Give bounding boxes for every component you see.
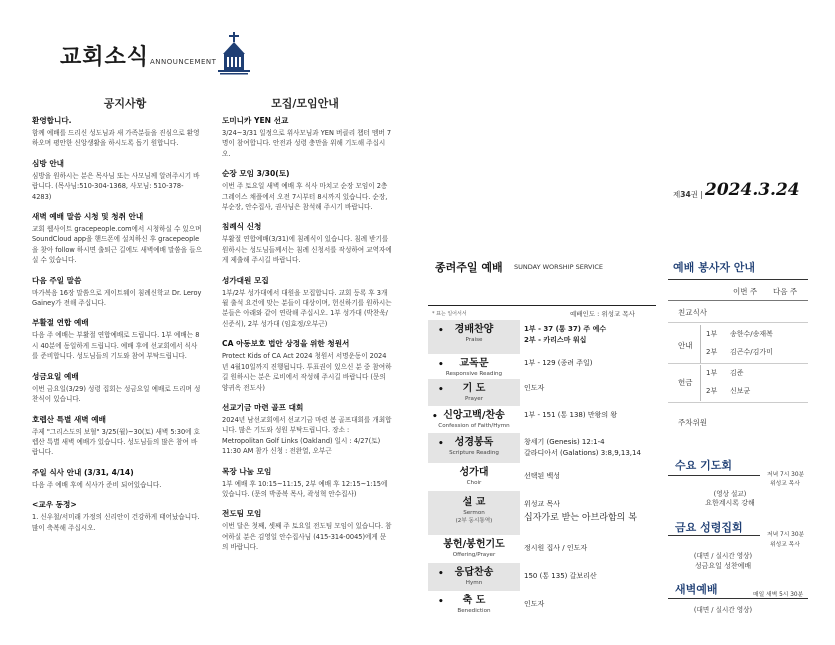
worship-content — [524, 491, 637, 523]
meeting-text: 요한계시록 강해 — [705, 499, 755, 507]
worship-row — [428, 379, 656, 406]
worship-line: 갈라디아서 (Galations) 3:8,9,13,14 — [524, 448, 641, 457]
notice-body: 이번 금요일(3/29) 성령 집회는 성금요일 예배로 드리며 성찬식이 있습니다. — [32, 384, 201, 404]
volume-prefix: 제 — [673, 190, 681, 199]
notice-item — [32, 275, 202, 309]
recruit-body: 1부/2부 성가대에서 대원을 모집합니다. 교회 등록 후 3개월 출석 요건에 맞는 분들이 대상이며, 헌신하기를 원하시는 분들은 아래와 같이 연락해 주십시오. 1부 성가대 (박찬욱/신준식), 2부 성가대 (임효정/오부근) — [222, 288, 392, 328]
notice-body: 1. 신우철/서미래 가정의 신리안이 건강하게 태어났습니다. 많이 축복해 주십시오. — [32, 513, 200, 532]
recruit-body: Protect Kids of CA Act 2024 청원서 서명운동이 2024년 4월10일까지 진행됩니다. 투표권이 있으신 분 중 참여하길 원하시는 분은 로비에서 작성해 주시길 바랍니다 (문의 양귀옥 전도사) — [222, 352, 392, 392]
notice-item — [32, 371, 202, 405]
worship-row — [428, 563, 656, 591]
service-offering-1-name: 김준 — [730, 369, 744, 377]
recruit-item — [222, 466, 392, 500]
notice-body: 함께 예배를 드리신 성도님과 새 가족분들을 진심으로 환영하오며 평안한 신앙생활을 하시도록 돕기 원합니다. — [32, 129, 200, 148]
sermon-title: 십자가로 받는 아브라함의 복 — [524, 512, 637, 523]
worship-row — [428, 491, 656, 535]
notice-item — [32, 414, 202, 458]
worship-content — [524, 563, 597, 582]
worship-row — [428, 406, 656, 433]
worship-label-ko: 설 교 — [462, 497, 486, 508]
notice-title: 다음 주일 말씀 — [32, 275, 82, 285]
notice-body: 다음 주 예배는 부활절 연합예배로 드립니다. 1부 예배는 8시 40분에 동일하게 드립니다. 예배 후에 선교회에서 식사를 준비합니다. 성도님들의 기도와 참여 부탁드립니다. — [32, 331, 200, 361]
service-usher-1: 1부 — [706, 330, 718, 338]
recruit-title: 성가대원 모집 — [222, 275, 269, 285]
worship-label-en: Praise — [465, 337, 483, 343]
worship-line: 창세기 (Genesis) 12:1-4 — [524, 438, 605, 446]
worship-content — [524, 591, 544, 610]
meeting-title: 새벽예배 — [675, 583, 718, 596]
recruit-heading: 모집/모임안내 — [271, 97, 339, 110]
service-col-separator — [700, 365, 701, 401]
recruit-item — [222, 168, 392, 212]
meeting-text: (영상 설교) — [713, 490, 747, 498]
meeting-text: (대면 / 실시간 영상) — [693, 606, 753, 614]
worship-line: 인도자 — [524, 600, 545, 608]
worship-content — [524, 379, 544, 394]
worship-line: 선택된 백성 — [524, 472, 561, 480]
worship-label — [428, 406, 520, 433]
recruit-title: 순장 모임 3/30(토) — [222, 169, 290, 179]
service-usher: 안내 — [678, 341, 693, 350]
meeting-time: 매일 새벽 5시 30분 — [753, 592, 804, 598]
worship-label-ko: 응답찬송 — [454, 567, 494, 578]
worship-content — [524, 354, 593, 369]
notice-title: 심방 안내 — [32, 158, 64, 168]
worship-line: 1부 - 151 (통 138) 만왕의 왕 — [524, 411, 618, 419]
worship-content — [524, 433, 641, 458]
service-row-divider — [668, 322, 808, 323]
worship-title: 종려주일 예배 — [435, 261, 503, 274]
service-col-separator — [700, 325, 701, 363]
worship-note: * 표는 일어서서 — [432, 311, 467, 317]
worship-label-ko: 축 도 — [462, 595, 486, 606]
worship-label — [428, 491, 520, 535]
recruit-title: 목장 나눔 모임 — [222, 466, 272, 476]
notice-body: 마가복음 16장 말씀으로 게이트웨이 침례신학교 Dr. Leroy Gainey가 전해 주십니다. — [32, 288, 202, 308]
meeting-leader: 위성교 목사 — [770, 481, 800, 487]
worship-row — [428, 320, 656, 354]
standing-mark: • — [432, 412, 438, 422]
page-title: 교회소식 — [60, 45, 150, 70]
worship-label-ko: 경배찬양 — [454, 324, 494, 335]
worship-label-ko: 봉헌/봉헌기도 — [443, 539, 505, 550]
worship-label-en: Confession of Faith/Hymn — [438, 423, 510, 429]
worship-label-ko: 신앙고백/찬송 — [443, 410, 505, 421]
service-offering: 헌금 — [678, 378, 693, 387]
worship-line: 1부 - 37 (통 37) 주 예수 — [524, 325, 607, 333]
worship-line: 150 (통 135) 갈보리산 — [524, 572, 597, 580]
standing-mark: • — [438, 439, 444, 449]
church-icon — [218, 32, 250, 76]
recruit-list — [222, 115, 392, 562]
recruit-body: 1부 예배 후 10:15~11:15, 2부 예배 후 12:15~1:15에 있습니다. (문의 박종복 목사, 곽성혁 안수집사) — [222, 479, 388, 498]
worship-title-en: SUNDAY WORSHIP SERVICE — [514, 263, 603, 271]
worship-content — [524, 406, 617, 421]
volume-label — [673, 189, 703, 200]
worship-line: 위성교 목사 — [524, 500, 561, 508]
worship-line: 정시원 집사 / 인도자 — [524, 544, 588, 552]
notice-body: 교회 웹사이트 gracepeople.com에서 시청하실 수 있으며 SoundCloud app을 핸드폰에 설치하신 후 gracepeople을 찾아 follow 하시면 출퇴근 길에도 새벽예배 말씀을 들으실 수 있습니다. — [32, 225, 202, 265]
meeting-leader: 위성교 목사 — [770, 542, 800, 548]
worship-label-ko: 성가대 — [459, 467, 489, 478]
service-offering-2: 2부 — [706, 387, 718, 395]
service-parking: 주차위원 — [678, 418, 707, 427]
worship-label-en: Scripture Reading — [449, 450, 499, 456]
notice-title: 부활절 연합 예배 — [32, 318, 89, 328]
notice-title: 성금요일 예배 — [32, 371, 79, 381]
page-subtitle: ANNOUNCEMENT — [150, 58, 217, 66]
service-header-divider — [668, 300, 808, 301]
worship-label-ko: 성경봉독 — [454, 437, 494, 448]
recruit-item — [222, 508, 392, 552]
worship-line: 인도자 — [524, 384, 545, 392]
service-row-divider — [668, 363, 808, 364]
volume-number: 34 — [680, 190, 691, 199]
notice-item — [32, 499, 202, 533]
notice-title: 환영합니다. — [32, 116, 72, 125]
service-col-next: 다음 주 — [773, 287, 798, 296]
service-usher-2: 2부 — [706, 348, 718, 356]
standing-mark: • — [438, 360, 444, 370]
meeting-time: 저녁 7시 30분 — [767, 532, 805, 538]
recruit-title: 전도팀 모임 — [222, 509, 262, 519]
worship-label-en: Hymn — [465, 580, 483, 586]
service-fellowship: 친교식사 — [678, 308, 707, 317]
service-usher-1-name: 송한수/송재복 — [730, 330, 773, 338]
recruit-item — [222, 275, 392, 330]
notices-heading: 공지사항 — [103, 97, 147, 110]
worship-content — [524, 463, 560, 482]
notice-title: 주일 식사 안내 (3/31, 4/14) — [32, 467, 134, 477]
meeting-text: (대면 / 실시간 영상) — [693, 552, 753, 560]
service-title: 예배 봉사자 안내 — [673, 261, 756, 274]
worship-label-en: Sermon — [463, 510, 485, 516]
worship-row — [428, 535, 656, 563]
meeting-divider — [668, 535, 760, 536]
meeting-title: 금요 성령집회 — [675, 521, 743, 534]
meeting-divider — [668, 475, 760, 476]
notice-item — [32, 115, 202, 149]
worship-label-en: Benediction — [457, 608, 491, 614]
meeting-time: 저녁 7시 30분 — [767, 472, 805, 478]
worship-line: 2부 - 카리스마 워십 — [524, 335, 587, 344]
worship-label — [428, 463, 520, 491]
meeting-title: 수요 기도회 — [675, 459, 732, 472]
meeting-divider — [668, 598, 808, 599]
recruit-body: 이번 달은 첫째, 셋째 주 토요일 전도팀 모임이 있습니다. 참여하실 분은 김영일 안수집사님 (415-314-0045)에게 문의 바랍니다. — [222, 522, 392, 552]
recruit-body: 이번 주 토요일 새벽 예배 후 식사 마치고 순장 모임이 2층 그레이스 채플에서 오전 7시부터 8시까지 있습니다. 순장, 부순장, 안수집사, 권사님은 참석해 주시기 바랍니다. — [222, 182, 388, 212]
worship-content — [524, 535, 587, 554]
worship-label-en: Responsive Reading — [445, 371, 503, 377]
service-col-this: 이번 주 — [733, 287, 758, 296]
notice-body: 심방을 원하시는 분은 목사님 또는 사모님께 알려주시기 바랍니다. (목사님:510-304-1368, 사모님: 510-378-4283) — [32, 171, 200, 201]
service-usher-2-name: 김곤수/김가미 — [730, 348, 773, 356]
issue-date: 2024.3.24 — [705, 180, 800, 200]
recruit-title: 침례식 신청 — [222, 222, 262, 232]
recruit-item — [222, 338, 392, 393]
worship-row — [428, 433, 656, 463]
worship-label-en: Offering/Prayer — [452, 552, 496, 558]
standing-mark: • — [438, 385, 444, 395]
meeting-text: 성금요일 성찬예배 — [694, 562, 752, 570]
notice-title: 새벽 예배 말씀 시청 및 청취 안내 — [32, 212, 144, 222]
notice-item — [32, 317, 202, 361]
notice-title: 호렙산 특별 새벽 예배 — [32, 414, 106, 424]
worship-divider — [428, 305, 656, 306]
worship-label-en: Choir — [466, 480, 482, 486]
notice-body: 다음 주 예배 후에 식사가 준비 되어있습니다. — [32, 480, 162, 489]
standing-mark: • — [438, 326, 444, 336]
recruit-body: 3/24~3/31 일정으로 위사모님과 YEN 버클리 챕터 멤버 7명이 참여합니다. 안전과 성령 충만을 위해 기도해 주십시오. — [222, 129, 392, 158]
recruit-title: 도미니카 YEN 선교 — [222, 116, 289, 125]
worship-row — [428, 354, 656, 379]
worship-label — [428, 535, 520, 563]
notice-body: 주제 "그리스도의 보혈" 3/25(월)~30(토) 새벽 5:30에 호렙산 특별 새벽 예배가 있습니다. 성도님들의 많은 참여 바랍니다. — [32, 427, 201, 457]
service-row-divider — [668, 402, 808, 403]
worship-label-note: (2부 동시통역) — [455, 518, 493, 524]
notice-item — [32, 467, 202, 490]
standing-mark: • — [438, 569, 444, 579]
recruit-title: CA 아동보호 법안 상정을 위한 청원서 — [222, 339, 350, 349]
worship-line: 1부 - 129 (종려 주일) — [524, 359, 593, 367]
worship-row — [428, 463, 656, 491]
worship-leader: 예배인도 : 위성교 목사 — [570, 310, 635, 318]
recruit-item — [222, 115, 392, 159]
standing-mark: • — [438, 597, 444, 607]
volume-suffix: 권 | — [690, 190, 703, 199]
worship-row — [428, 591, 656, 619]
recruit-title: 선교기금 마련 골프 대회 — [222, 402, 304, 412]
service-offering-1: 1부 — [706, 369, 718, 377]
worship-label-ko: 기 도 — [462, 383, 486, 394]
notice-item — [32, 158, 202, 202]
worship-content — [524, 320, 606, 345]
notice-title: <교우 동정> — [32, 500, 77, 510]
worship-label-en: Prayer — [464, 396, 484, 402]
recruit-item — [222, 402, 392, 457]
worship-label-ko: 교독문 — [459, 358, 489, 369]
recruit-item — [222, 221, 392, 265]
service-divider — [668, 279, 808, 280]
service-offering-2-name: 신보균 — [730, 387, 751, 395]
recruit-body: 부활절 연합예배(3/31)에 침례식이 있습니다. 침례 받기를 원하시는 성도님들께서는 침례 신청서를 작성하여 교역자에게 제출해 주시길 바랍니다. — [222, 235, 392, 265]
notice-item — [32, 211, 202, 266]
recruit-body: 2024년 남선교회에서 선교기금 마련 봄 골프대회를 개최합니다. 많은 기도와 성원 부탁드립니다. 장소 : Metropolitan Golf Links (Oakland) 일시 : 4/27(토) 11:30 AM 참가 신청 : 전완열, 오부근 — [222, 415, 392, 456]
notices-list — [32, 115, 202, 542]
